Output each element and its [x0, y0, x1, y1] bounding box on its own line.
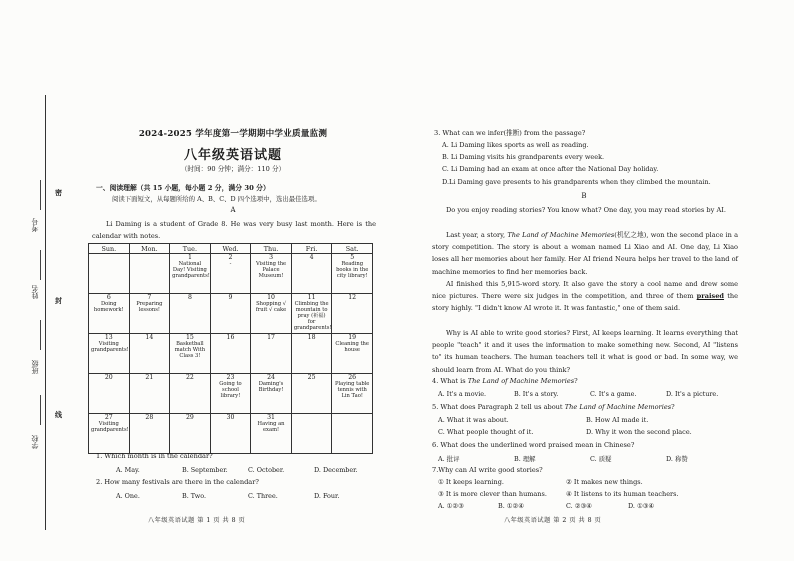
passage-b-p2 — [432, 229, 738, 278]
calendar-week-row — [89, 254, 373, 294]
calendar-day-note: Cleaning the house — [335, 341, 369, 354]
option[interactable]: D. ①③④ — [628, 502, 655, 510]
question-4-options — [438, 390, 738, 398]
passage-b-p1 — [432, 204, 738, 216]
calendar-day-cell — [251, 414, 292, 454]
question-3-stem: 3. What can we infer(推断) from the passage? — [434, 129, 586, 137]
calendar-day-cell — [89, 414, 130, 454]
calendar-day-cell — [332, 374, 373, 414]
question-7-options — [438, 502, 738, 510]
statement-item: ③ It is more clever than humans. — [438, 490, 547, 498]
calendar-day-number: 24 — [267, 374, 275, 381]
calendar-day-cell — [332, 414, 373, 454]
binding-margin — [0, 0, 62, 561]
calendar-day-number: 7 — [147, 294, 152, 301]
option[interactable]: B. Two. — [182, 492, 207, 500]
calendar-day-note: Visiting grandparents! — [91, 421, 129, 434]
passage-letter-b: B — [581, 192, 587, 200]
calendar-day-cell — [129, 334, 170, 374]
calendar-day-cell — [170, 374, 211, 414]
exam-title: 2024-2025 学年度第一学期期中学业质量监测 — [138, 129, 328, 139]
paragraph-text: the story highly. "I didn't know AI wrote it. It was fantastic," one of them said. — [432, 292, 738, 313]
option[interactable]: D.Li Daming gave presents to his grandparents when they climbed the mountain. — [442, 178, 711, 186]
option[interactable]: A. What it was about. — [438, 416, 509, 424]
calendar-table — [88, 243, 373, 454]
calendar-day-cell — [251, 294, 292, 334]
calendar-day-number: 22 — [185, 374, 194, 381]
calendar-day-number: 12 — [348, 294, 357, 301]
calendar-header: Fri. — [291, 244, 332, 254]
calendar-day-cell — [170, 414, 211, 454]
calendar-day-cell — [332, 254, 373, 294]
binding-label-name: 姓名 — [31, 285, 39, 299]
option[interactable]: C. 质疑 — [590, 455, 612, 463]
binding-solid-line — [45, 95, 46, 530]
option[interactable]: A. One. — [116, 492, 140, 500]
option[interactable]: A. It's a movie. — [438, 390, 487, 398]
calendar-day-number: 25 — [307, 374, 316, 381]
calendar-header: Thu. — [251, 244, 292, 254]
section-heading: 一、阅读理解（共 15 小题，每小题 2 分，满分 30 分） — [96, 184, 270, 192]
calendar-day-cell — [89, 374, 130, 414]
calendar-header: Mon. — [129, 244, 170, 254]
calendar-day-number: 1 — [187, 254, 192, 261]
option[interactable]: D. Why it won the second place. — [586, 428, 692, 436]
calendar-header: Tue. — [170, 244, 211, 254]
option[interactable]: C. October. — [248, 466, 285, 474]
option[interactable]: C. Li Daming had an exam at once after the National Day holiday. — [442, 165, 659, 173]
binding-label-class: 班级 — [31, 360, 39, 374]
calendar-day-number: 9 — [228, 294, 233, 301]
question-2-options — [116, 492, 378, 500]
story-title: The Land of Machine Memories — [507, 231, 615, 239]
exam-subject: 八年级英语试题 — [183, 148, 282, 163]
calendar-day-note: Daming's Birthday! — [258, 381, 284, 394]
story-title: The Land of Machine Memories — [564, 403, 672, 411]
calendar-day-number: 4 — [309, 254, 314, 261]
calendar-day-number: 31 — [267, 414, 275, 421]
calendar-day-cell — [89, 254, 130, 294]
calendar-day-number: 28 — [145, 414, 154, 421]
calendar-header: Sat. — [332, 244, 373, 254]
calendar-header: Wed. — [210, 244, 251, 254]
calendar-day-note: Going to school library! — [219, 381, 242, 400]
binding-blank — [40, 395, 41, 425]
calendar-day-note: National Day! Visiting grandparents! — [172, 261, 210, 280]
seal-feng: 封 — [55, 296, 62, 305]
option[interactable]: B. ①②④ — [498, 502, 524, 510]
calendar-day-note: Doing homework! — [93, 301, 124, 314]
calendar-day-number: 10 — [267, 294, 275, 301]
calendar-day-number: 14 — [145, 334, 154, 341]
option[interactable]: B. 理解 — [514, 455, 536, 463]
calendar-day-number: 26 — [348, 374, 357, 381]
option[interactable]: D. 称赞 — [666, 455, 688, 463]
question-6-stem: 6. What does the underlined word praised mean in Chinese? — [432, 441, 635, 449]
calendar-day-number: 19 — [348, 334, 357, 341]
calendar-day-number: 16 — [226, 334, 235, 341]
calendar-body — [89, 254, 373, 454]
question-4-stem — [432, 377, 578, 385]
calendar-day-cell — [210, 414, 251, 454]
calendar-day-number: 17 — [267, 334, 275, 341]
option[interactable]: B. September. — [182, 466, 228, 474]
question-5-stem — [432, 403, 675, 411]
calendar-day-number: 3 — [269, 254, 273, 261]
calendar-day-cell — [291, 414, 332, 454]
calendar-week-row — [89, 374, 373, 414]
calendar-day-cell — [210, 374, 251, 414]
binding-blank — [40, 320, 41, 350]
calendar-day-number: 21 — [145, 374, 154, 381]
calendar-week-row — [89, 294, 373, 334]
calendar-week-row — [89, 334, 373, 374]
passage-letter-a: A — [230, 206, 236, 214]
page-footer-2: 八年级英语试题 第 2 页 共 8 页 — [504, 517, 602, 524]
passage-a-intro — [92, 218, 376, 242]
option[interactable]: B. How AI made it. — [586, 416, 649, 424]
calendar-header-row — [89, 244, 373, 254]
calendar-day-cell — [251, 374, 292, 414]
calendar-day-number: 13 — [104, 334, 113, 341]
underlined-word: praised — [696, 292, 725, 301]
calendar-day-note: - — [229, 261, 232, 268]
calendar-day-cell — [332, 334, 373, 374]
calendar-day-cell — [291, 374, 332, 414]
calendar-day-note: Reading books in the city library! — [336, 261, 369, 280]
stem-text: ? — [574, 377, 578, 385]
question-1-options — [116, 466, 378, 474]
calendar-day-note: Basketball match With Class 3! — [174, 341, 206, 360]
calendar-day-cell — [89, 294, 130, 334]
calendar-day-number: 11 — [307, 294, 316, 301]
passage-b-p4 — [432, 327, 738, 376]
question-1-stem: 1. Which month is in the calendar? — [96, 452, 213, 460]
option[interactable]: A. Li Daming likes sports as well as reading. — [442, 141, 589, 149]
calendar-day-note: Climbing the mountain to pray (祈福) for grandparents! — [293, 301, 332, 332]
calendar-day-cell — [332, 294, 373, 334]
binding-blank — [40, 180, 41, 210]
statement-item: ④ It listens to its human teachers. — [566, 490, 679, 498]
calendar-day-cell — [210, 254, 251, 294]
calendar-day-number: 2 — [228, 254, 233, 261]
calendar-day-note: Preparing lessons! — [136, 301, 163, 314]
calendar-week-row — [89, 414, 373, 454]
passage-b-p3 — [432, 278, 738, 315]
paragraph-text: Do you enjoy reading stories? You know what? One day, you may read stories by AI. — [446, 206, 726, 214]
calendar-day-number: 5 — [350, 254, 355, 261]
stem-text: 4. What is — [432, 377, 468, 385]
option[interactable]: A. 批评 — [438, 455, 460, 463]
calendar-day-cell — [129, 254, 170, 294]
calendar-day-note: Playing table tennis with Lin Tao! — [335, 381, 370, 400]
calendar-day-cell — [251, 254, 292, 294]
calendar-day-number: 8 — [187, 294, 192, 301]
option[interactable]: D. It's a picture. — [666, 390, 719, 398]
calendar-day-number: 18 — [307, 334, 316, 341]
paragraph-text: Why is AI able to write good stories? First, AI keeps learning. It learns everything that people "teach" it and it uses the information to make something new. Second, AI "listens to" its human teachers. The human teachers tell it what is good or bad. In some way, we should learn from AI. What do you think? — [432, 329, 738, 374]
option[interactable]: C. It's a game. — [590, 390, 637, 398]
calendar-day-number: 27 — [104, 414, 113, 421]
calendar-day-note: Visiting the Palace Museum! — [255, 261, 287, 280]
statement-item: ① It keeps learning. — [438, 478, 504, 486]
calendar-day-cell — [170, 294, 211, 334]
calendar-day-cell — [129, 414, 170, 454]
question-2-stem: 2. How many festivals are there in the calendar? — [96, 478, 259, 486]
page-1 — [88, 0, 378, 561]
calendar-day-number: 30 — [226, 414, 235, 421]
calendar-day-cell — [170, 334, 211, 374]
page-footer-1: 八年级英语试题 第 1 页 共 8 页 — [148, 517, 246, 524]
calendar-day-cell — [129, 294, 170, 334]
question-7-stem: 7.Why can AI write good stories? — [432, 466, 543, 474]
page-2 — [428, 0, 740, 561]
calendar-day-cell — [89, 334, 130, 374]
option[interactable]: C. Three. — [248, 492, 278, 500]
calendar-header: Sun. — [89, 244, 130, 254]
seal-xian: 线 — [55, 410, 62, 419]
option[interactable]: D. December. — [314, 466, 358, 474]
option[interactable]: B. It's a story. — [514, 390, 559, 398]
stem-text: 5. What does Paragraph 2 tell us about — [432, 403, 565, 411]
calendar-day-cell — [291, 254, 332, 294]
option[interactable]: D. Four. — [314, 492, 340, 500]
option[interactable]: C. What people thought of it. — [438, 428, 534, 436]
calendar-day-note: Having an exam! — [257, 421, 285, 434]
calendar-day-number: 23 — [226, 374, 235, 381]
calendar-day-cell — [210, 334, 251, 374]
option[interactable]: C. ②③④ — [566, 502, 592, 510]
paragraph-text: AI finished this 5,915-word story. It also gave the story a cool name and drew some nice pictures. There were six judges in the competition, and three of them — [432, 280, 738, 301]
calendar-day-cell — [291, 334, 332, 374]
calendar-day-cell — [251, 334, 292, 374]
calendar-day-cell — [129, 374, 170, 414]
calendar-day-number: 29 — [185, 414, 194, 421]
story-title: The Land of Machine Memories — [467, 377, 575, 385]
calendar-day-cell — [170, 254, 211, 294]
binding-label-school: 学校 — [31, 435, 39, 449]
calendar-day-cell — [291, 294, 332, 334]
calendar-day-cell — [210, 294, 251, 334]
option[interactable]: A. ①②③ — [438, 502, 464, 510]
binding-label-exam-number: 考号 — [31, 218, 39, 232]
option[interactable]: A. May. — [116, 466, 140, 474]
question-6-options — [438, 454, 738, 463]
exam-time-score: （时间：90 分钟；满分：110 分） — [180, 165, 286, 173]
statement-item: ② It makes new things. — [566, 478, 643, 486]
calendar-day-number: 15 — [185, 334, 194, 341]
binding-blank — [40, 250, 41, 280]
paragraph-text: (机忆之地), won the second place in a story competition. The story is about a woman named Li Xiao and AI. One day, Li Xiao loses all her memories about her family. Her AI friend Neura helps her travel to the land of machine memories to find her memories back. — [432, 231, 738, 276]
stem-text: ? — [671, 403, 675, 411]
option[interactable]: B. Li Daming visits his grandparents every week. — [442, 153, 605, 161]
calendar-day-note: Shopping √ fruit √ cake — [255, 301, 287, 314]
section-instruction: 阅读下面短文，从每题所给的 A、B、C、D 四个选项中，选出最佳选项。 — [112, 195, 321, 203]
paragraph-text: Last year, a story, — [446, 231, 508, 239]
calendar-day-note: Visiting grandparents! — [91, 341, 129, 354]
calendar-day-number: 6 — [106, 294, 111, 301]
intro-text: Li Daming is a student of Grade 8. He was very busy last month. Here is the calendar with notes. — [92, 220, 376, 241]
calendar-day-number: 20 — [104, 374, 113, 381]
seal-mi: 密 — [55, 188, 62, 197]
